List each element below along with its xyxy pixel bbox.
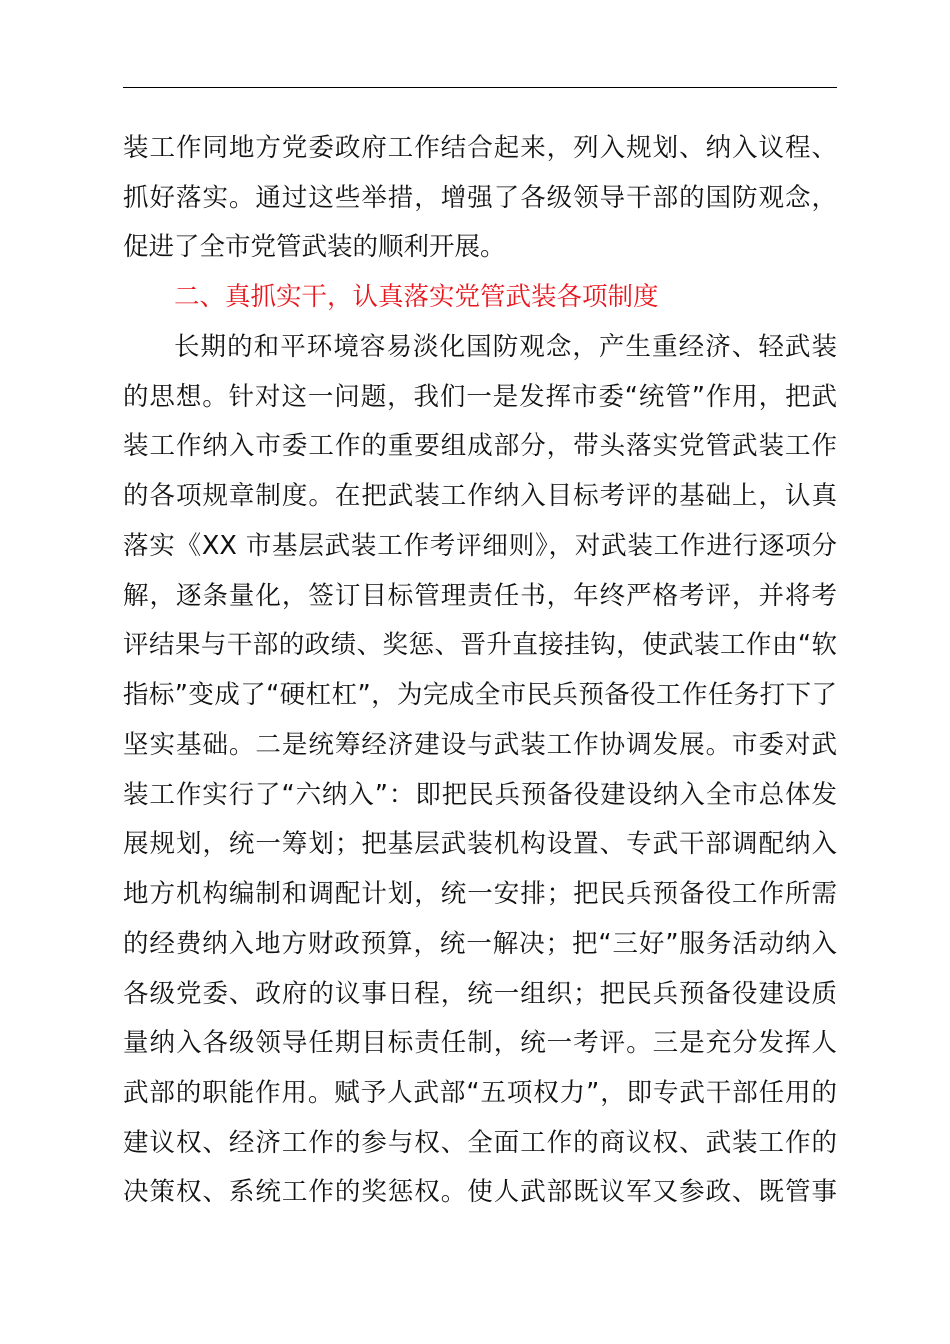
text-line: 长期的和平环境容易淡化国防观念，产生重经济、轻武装	[174, 332, 837, 362]
text-line: 决策权、系统工作的奖惩权。使人武部既议军又参政、既管事	[123, 1177, 837, 1207]
header-rule	[123, 87, 837, 88]
text-line: 武部的职能作用。赋予人武部“五项权力”，即专武干部任用的	[123, 1078, 837, 1108]
text-line: 抓好落实。通过这些举措，增强了各级领导干部的国防观念，	[123, 183, 837, 213]
text-line: 各级党委、政府的议事日程，统一组织；把民兵预备役建设质	[123, 979, 837, 1009]
text-line: 地方机构编制和调配计划，统一安排；把民兵预备役工作所需	[123, 879, 837, 909]
text-line: 评结果与干部的政绩、奖惩、晋升直接挂钩，使武装工作由“软	[123, 630, 837, 660]
text-line: 的思想。针对这一问题，我们一是发挥市委“统管”作用，把武	[123, 382, 837, 412]
text-line: 解，逐条量化，签订目标管理责任书，年终严格考评，并将考	[123, 581, 837, 611]
text-line: 展规划，统一筹划；把基层武装机构设置、专武干部调配纳入	[123, 829, 837, 859]
section-heading: 二、真抓实干，认真落实党管武装各项制度	[174, 282, 659, 312]
text-line: 的经费纳入地方财政预算，统一解决；把“三好”服务活动纳入	[123, 929, 837, 959]
text-line: 促进了全市党管武装的顺利开展。	[123, 232, 506, 262]
text-line: 的各项规章制度。在把武装工作纳入目标考评的基础上，认真	[123, 481, 837, 511]
text-line: 指标”变成了“硬杠杠”，为完成全市民兵预备役工作任务打下了	[123, 680, 837, 710]
text-line: 装工作同地方党委政府工作结合起来，列入规划、纳入议程、	[123, 133, 837, 163]
text-line: 装工作纳入市委工作的重要组成部分，带头落实党管武装工作	[123, 431, 837, 461]
text-line: 建议权、经济工作的参与权、全面工作的商议权、武装工作的	[123, 1128, 837, 1158]
text-line: 量纳入各级领导任期目标责任制，统一考评。三是充分发挥人	[123, 1028, 837, 1058]
text-line: 落实《XX 市基层武装工作考评细则》，对武装工作进行逐项分	[123, 531, 837, 561]
text-line: 装工作实行了“六纳入”：即把民兵预备役建设纳入全市总体发	[123, 780, 837, 810]
text-line: 坚实基础。二是统筹经济建设与武装工作协调发展。市委对武	[123, 730, 837, 760]
